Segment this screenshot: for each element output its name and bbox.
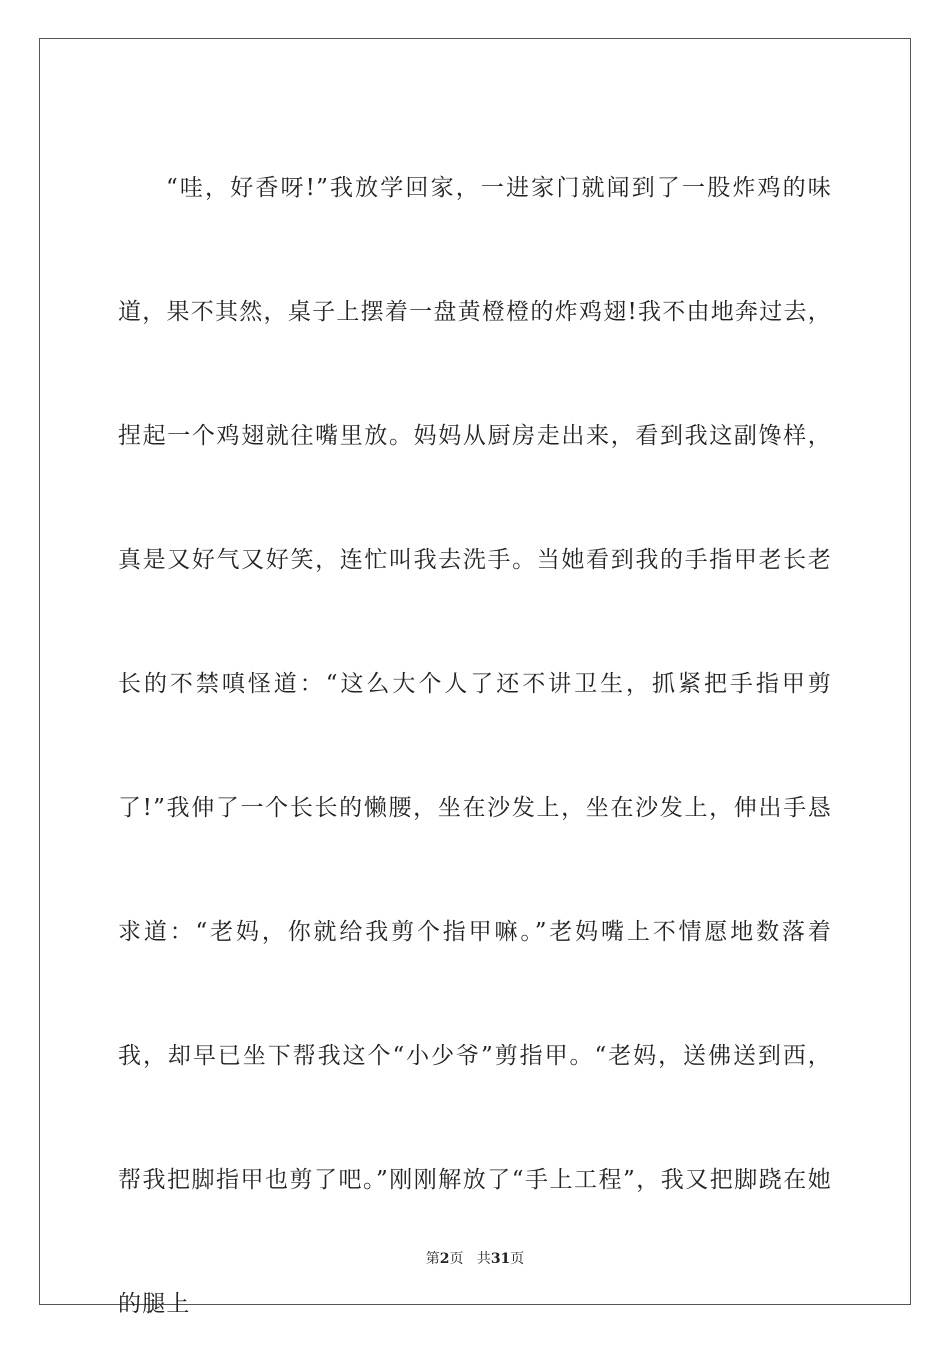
footer-total-suffix: 页 <box>510 1251 525 1267</box>
page-footer <box>0 1248 950 1268</box>
footer-current-page: 2 <box>439 1251 450 1267</box>
footer-total-prefix: 共 <box>476 1251 491 1267</box>
footer-gap <box>463 1251 476 1267</box>
footer-total-pages: 31 <box>490 1251 511 1267</box>
footer-page-suffix: 页 <box>449 1251 464 1267</box>
footer-page-prefix: 第 <box>425 1251 440 1267</box>
body-paragraph: “哇，好香呀!”我放学回家，一进家门就闻到了一股炸鸡的味道，果不其然，桌子上摆着一盘黄橙橙的炸鸡翅!我不由地奔过去，捏起一个鸡翅就往嘴里放。妈妈从厨房走出来，看到我这副馋样，真是又好气又好笑，连忙叫我去洗手。当她看到我的手指甲老长老长的不禁嗔怪道：“这么大个人了还不讲卫生，抓紧把手指甲剪了!”我伸了一个长长的懒腰，坐在沙发上，坐在沙发上，伸出手恳求道：“老妈，你就给我剪个指甲嘛。”老妈嘴上不情愿地数落着我，却早已坐下帮我这个“小少爷”剪指甲。“老妈，送佛送到西，帮我把脚指甲也剪了吧。”刚刚解放了“手上工程”，我又把脚跷在她的腿上 <box>118 175 832 1317</box>
